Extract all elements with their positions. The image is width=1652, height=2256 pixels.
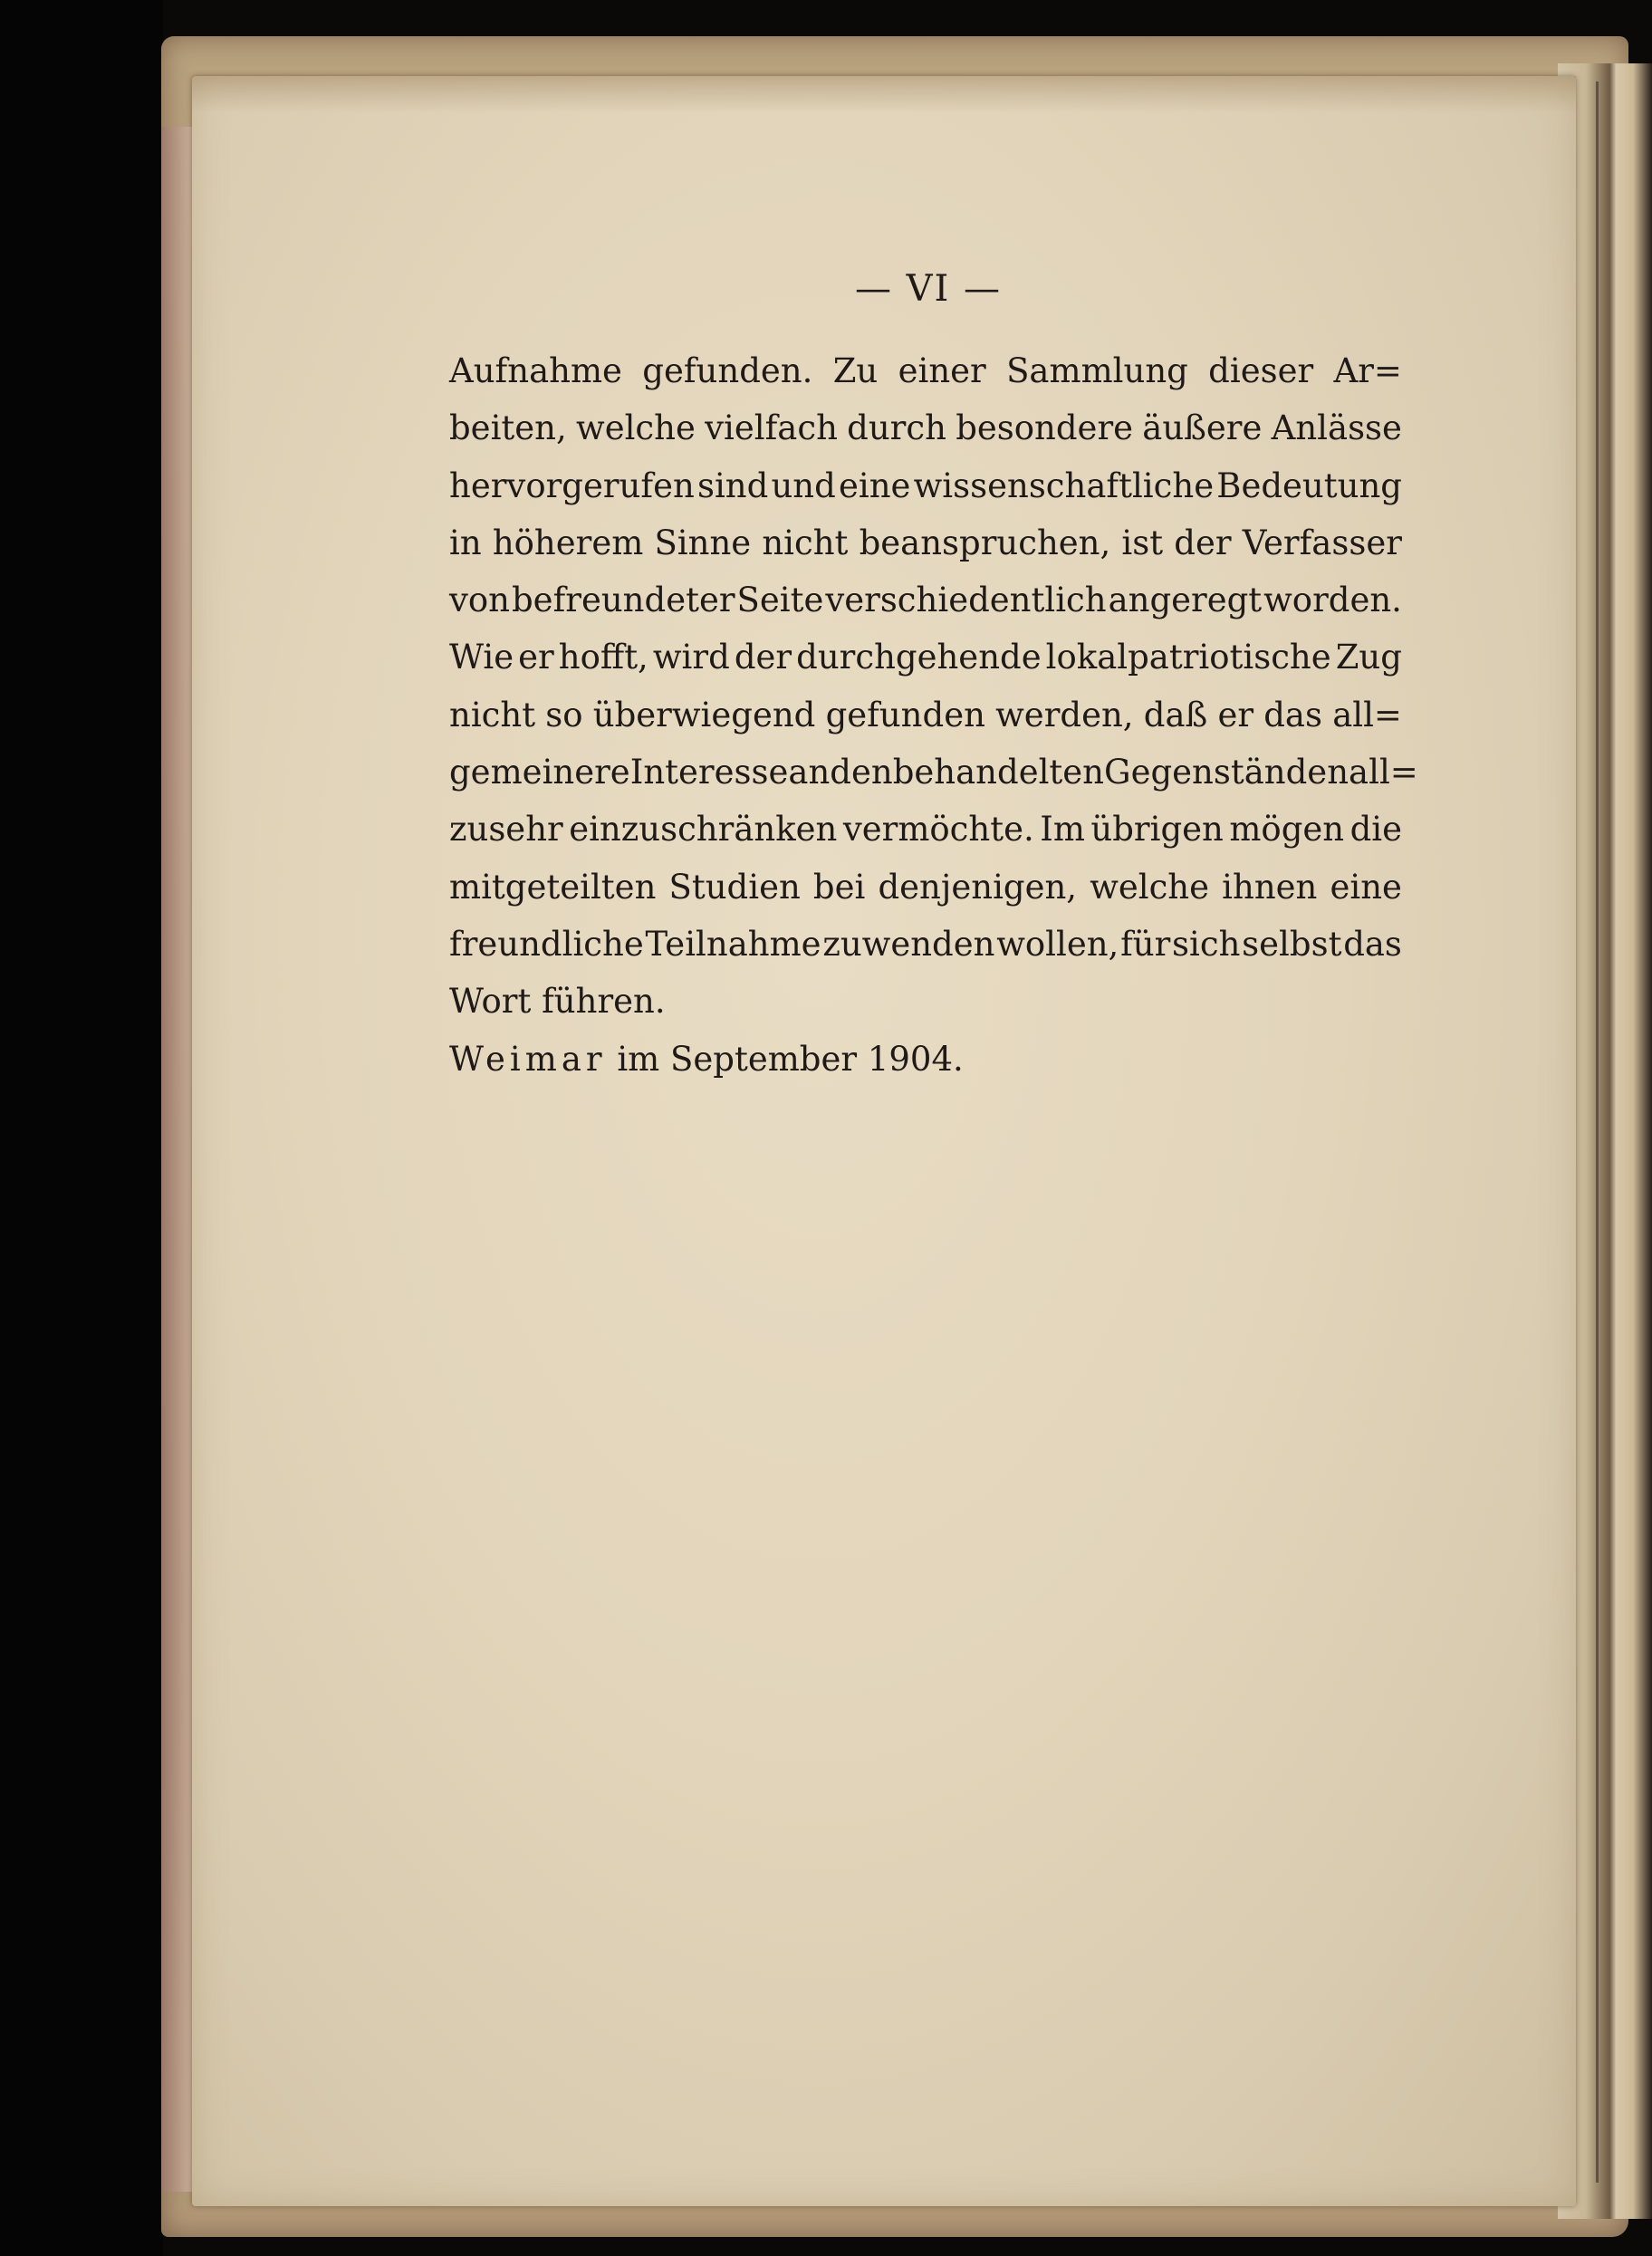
- signature-place: Weimar: [449, 1040, 607, 1079]
- spine-line: [1596, 82, 1599, 2183]
- text-line: zusehr einzuschränken vermöchte. Im übrigen mögen die: [449, 810, 1402, 850]
- text-line: Aufnahme gefunden. Zu einer Sammlung dieser Ar=: [449, 351, 1402, 390]
- text-line: mitgeteilten Studien bei denjenigen, welche ihnen eine: [449, 867, 1402, 907]
- signature-date: im September 1904.: [617, 1040, 964, 1079]
- body-paragraph: [449, 342, 1418, 1031]
- text-line: hervorgerufen sind und eine wissenschaftliche Bedeutung: [449, 466, 1402, 505]
- text-line: in höherem Sinne nicht beanspruchen, ist der Verfasser: [449, 523, 1402, 562]
- page-number: — VI —: [854, 268, 1003, 310]
- page-top-shadow: [192, 76, 1576, 112]
- text-line: freundliche Teilnahme zuwenden wollen, für sich selbst das: [449, 924, 1402, 964]
- scan-background-left: [0, 0, 163, 2256]
- text-line: gemeinere Interesse an den behandelten Gegenständen all=: [449, 753, 1418, 792]
- signature-line: [449, 1031, 964, 1088]
- text-line: nicht so überwiegend gefunden werden, daß er das all=: [449, 695, 1402, 734]
- text-line: von befreundeter Seite verschiedentlich angeregt worden.: [449, 581, 1402, 620]
- text-line: Wort führen.: [449, 982, 666, 1022]
- text-line: Wie er hofft, wird der durchgehende lokalpatriotische Zug: [449, 638, 1402, 677]
- text-line: beiten, welche vielfach durch besondere äußere Anlässe: [449, 408, 1402, 448]
